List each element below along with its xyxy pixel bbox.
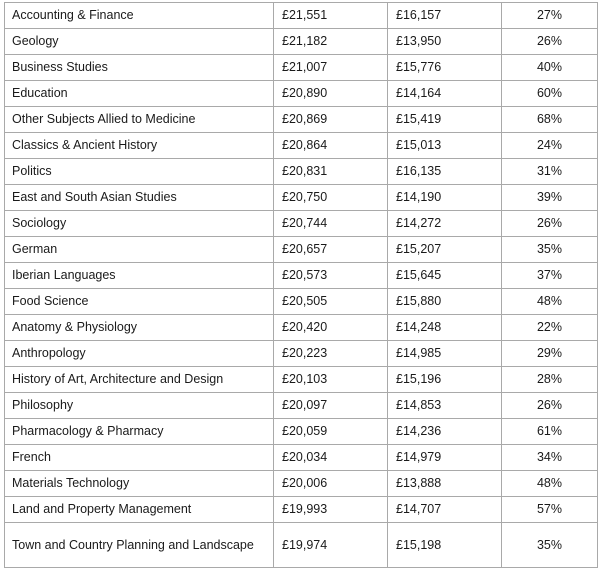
salary-a-cell: £20,744: [274, 211, 388, 237]
salary-a-cell: £20,657: [274, 237, 388, 263]
percent-cell: 26%: [502, 211, 598, 237]
salary-a-cell: £20,864: [274, 133, 388, 159]
salary-a-cell: £20,420: [274, 315, 388, 341]
percent-cell: 57%: [502, 497, 598, 523]
table-row: [5, 445, 598, 471]
salary-a-cell: £20,869: [274, 107, 388, 133]
salary-b-cell: £15,419: [388, 107, 502, 133]
salary-b-cell: £13,950: [388, 29, 502, 55]
salary-b-cell: £15,198: [388, 523, 502, 568]
subject-cell: Geology: [5, 29, 274, 55]
table-row: [5, 341, 598, 367]
percent-cell: 26%: [502, 29, 598, 55]
salary-b-cell: £16,135: [388, 159, 502, 185]
salary-a-cell: £20,006: [274, 471, 388, 497]
table-row: [5, 81, 598, 107]
percent-cell: 61%: [502, 419, 598, 445]
subject-cell: Food Science: [5, 289, 274, 315]
percent-cell: 60%: [502, 81, 598, 107]
table-row: [5, 497, 598, 523]
table-row: [5, 55, 598, 81]
salary-b-cell: £15,776: [388, 55, 502, 81]
table-row: [5, 29, 598, 55]
subject-cell: Materials Technology: [5, 471, 274, 497]
percent-cell: 31%: [502, 159, 598, 185]
subject-cell: Anatomy & Physiology: [5, 315, 274, 341]
salary-a-cell: £20,890: [274, 81, 388, 107]
salary-b-cell: £15,207: [388, 237, 502, 263]
subject-cell: East and South Asian Studies: [5, 185, 274, 211]
percent-cell: 28%: [502, 367, 598, 393]
salary-b-cell: £14,190: [388, 185, 502, 211]
table-row: [5, 419, 598, 445]
salary-a-cell: £21,182: [274, 29, 388, 55]
percent-cell: 68%: [502, 107, 598, 133]
salary-b-cell: £15,645: [388, 263, 502, 289]
percent-cell: 24%: [502, 133, 598, 159]
percent-cell: 34%: [502, 445, 598, 471]
subject-cell: Other Subjects Allied to Medicine: [5, 107, 274, 133]
table-row: [5, 237, 598, 263]
table-row: [5, 185, 598, 211]
salary-b-cell: £13,888: [388, 471, 502, 497]
salary-a-cell: £19,993: [274, 497, 388, 523]
salary-table: [4, 2, 598, 568]
subject-cell: Pharmacology & Pharmacy: [5, 419, 274, 445]
subject-cell: German: [5, 237, 274, 263]
table-row: [5, 211, 598, 237]
percent-cell: 27%: [502, 3, 598, 29]
salary-b-cell: £15,196: [388, 367, 502, 393]
salary-a-cell: £20,223: [274, 341, 388, 367]
subject-cell: Land and Property Management: [5, 497, 274, 523]
subject-cell: Accounting & Finance: [5, 3, 274, 29]
salary-a-cell: £20,097: [274, 393, 388, 419]
salary-a-cell: £20,059: [274, 419, 388, 445]
salary-table-container: [4, 2, 597, 568]
salary-a-cell: £20,831: [274, 159, 388, 185]
percent-cell: 22%: [502, 315, 598, 341]
percent-cell: 26%: [502, 393, 598, 419]
subject-cell: French: [5, 445, 274, 471]
subject-cell: Sociology: [5, 211, 274, 237]
table-row: [5, 263, 598, 289]
salary-a-cell: £20,103: [274, 367, 388, 393]
percent-cell: 35%: [502, 523, 598, 568]
salary-b-cell: £14,272: [388, 211, 502, 237]
percent-cell: 37%: [502, 263, 598, 289]
table-row: [5, 133, 598, 159]
subject-cell: Anthropology: [5, 341, 274, 367]
percent-cell: 35%: [502, 237, 598, 263]
subject-cell: Business Studies: [5, 55, 274, 81]
table-row: [5, 289, 598, 315]
salary-b-cell: £14,979: [388, 445, 502, 471]
table-row: [5, 315, 598, 341]
salary-b-cell: £14,853: [388, 393, 502, 419]
salary-a-cell: £21,551: [274, 3, 388, 29]
salary-b-cell: £14,248: [388, 315, 502, 341]
salary-b-cell: £14,236: [388, 419, 502, 445]
salary-a-cell: £20,505: [274, 289, 388, 315]
salary-b-cell: £15,880: [388, 289, 502, 315]
subject-cell: Philosophy: [5, 393, 274, 419]
salary-b-cell: £16,157: [388, 3, 502, 29]
table-row: [5, 523, 598, 568]
subject-cell: Iberian Languages: [5, 263, 274, 289]
salary-b-cell: £15,013: [388, 133, 502, 159]
salary-b-cell: £14,985: [388, 341, 502, 367]
table-row: [5, 159, 598, 185]
subject-cell: Education: [5, 81, 274, 107]
percent-cell: 48%: [502, 289, 598, 315]
table-row: [5, 471, 598, 497]
salary-a-cell: £21,007: [274, 55, 388, 81]
percent-cell: 40%: [502, 55, 598, 81]
salary-b-cell: £14,707: [388, 497, 502, 523]
table-body: [5, 3, 598, 568]
percent-cell: 39%: [502, 185, 598, 211]
table-row: [5, 367, 598, 393]
subject-cell: Classics & Ancient History: [5, 133, 274, 159]
table-row: [5, 107, 598, 133]
percent-cell: 29%: [502, 341, 598, 367]
salary-a-cell: £20,750: [274, 185, 388, 211]
subject-cell: History of Art, Architecture and Design: [5, 367, 274, 393]
subject-cell: Town and Country Planning and Landscape: [5, 523, 274, 568]
subject-cell: Politics: [5, 159, 274, 185]
salary-a-cell: £20,573: [274, 263, 388, 289]
table-row: [5, 3, 598, 29]
salary-a-cell: £20,034: [274, 445, 388, 471]
salary-a-cell: £19,974: [274, 523, 388, 568]
percent-cell: 48%: [502, 471, 598, 497]
salary-b-cell: £14,164: [388, 81, 502, 107]
table-row: [5, 393, 598, 419]
